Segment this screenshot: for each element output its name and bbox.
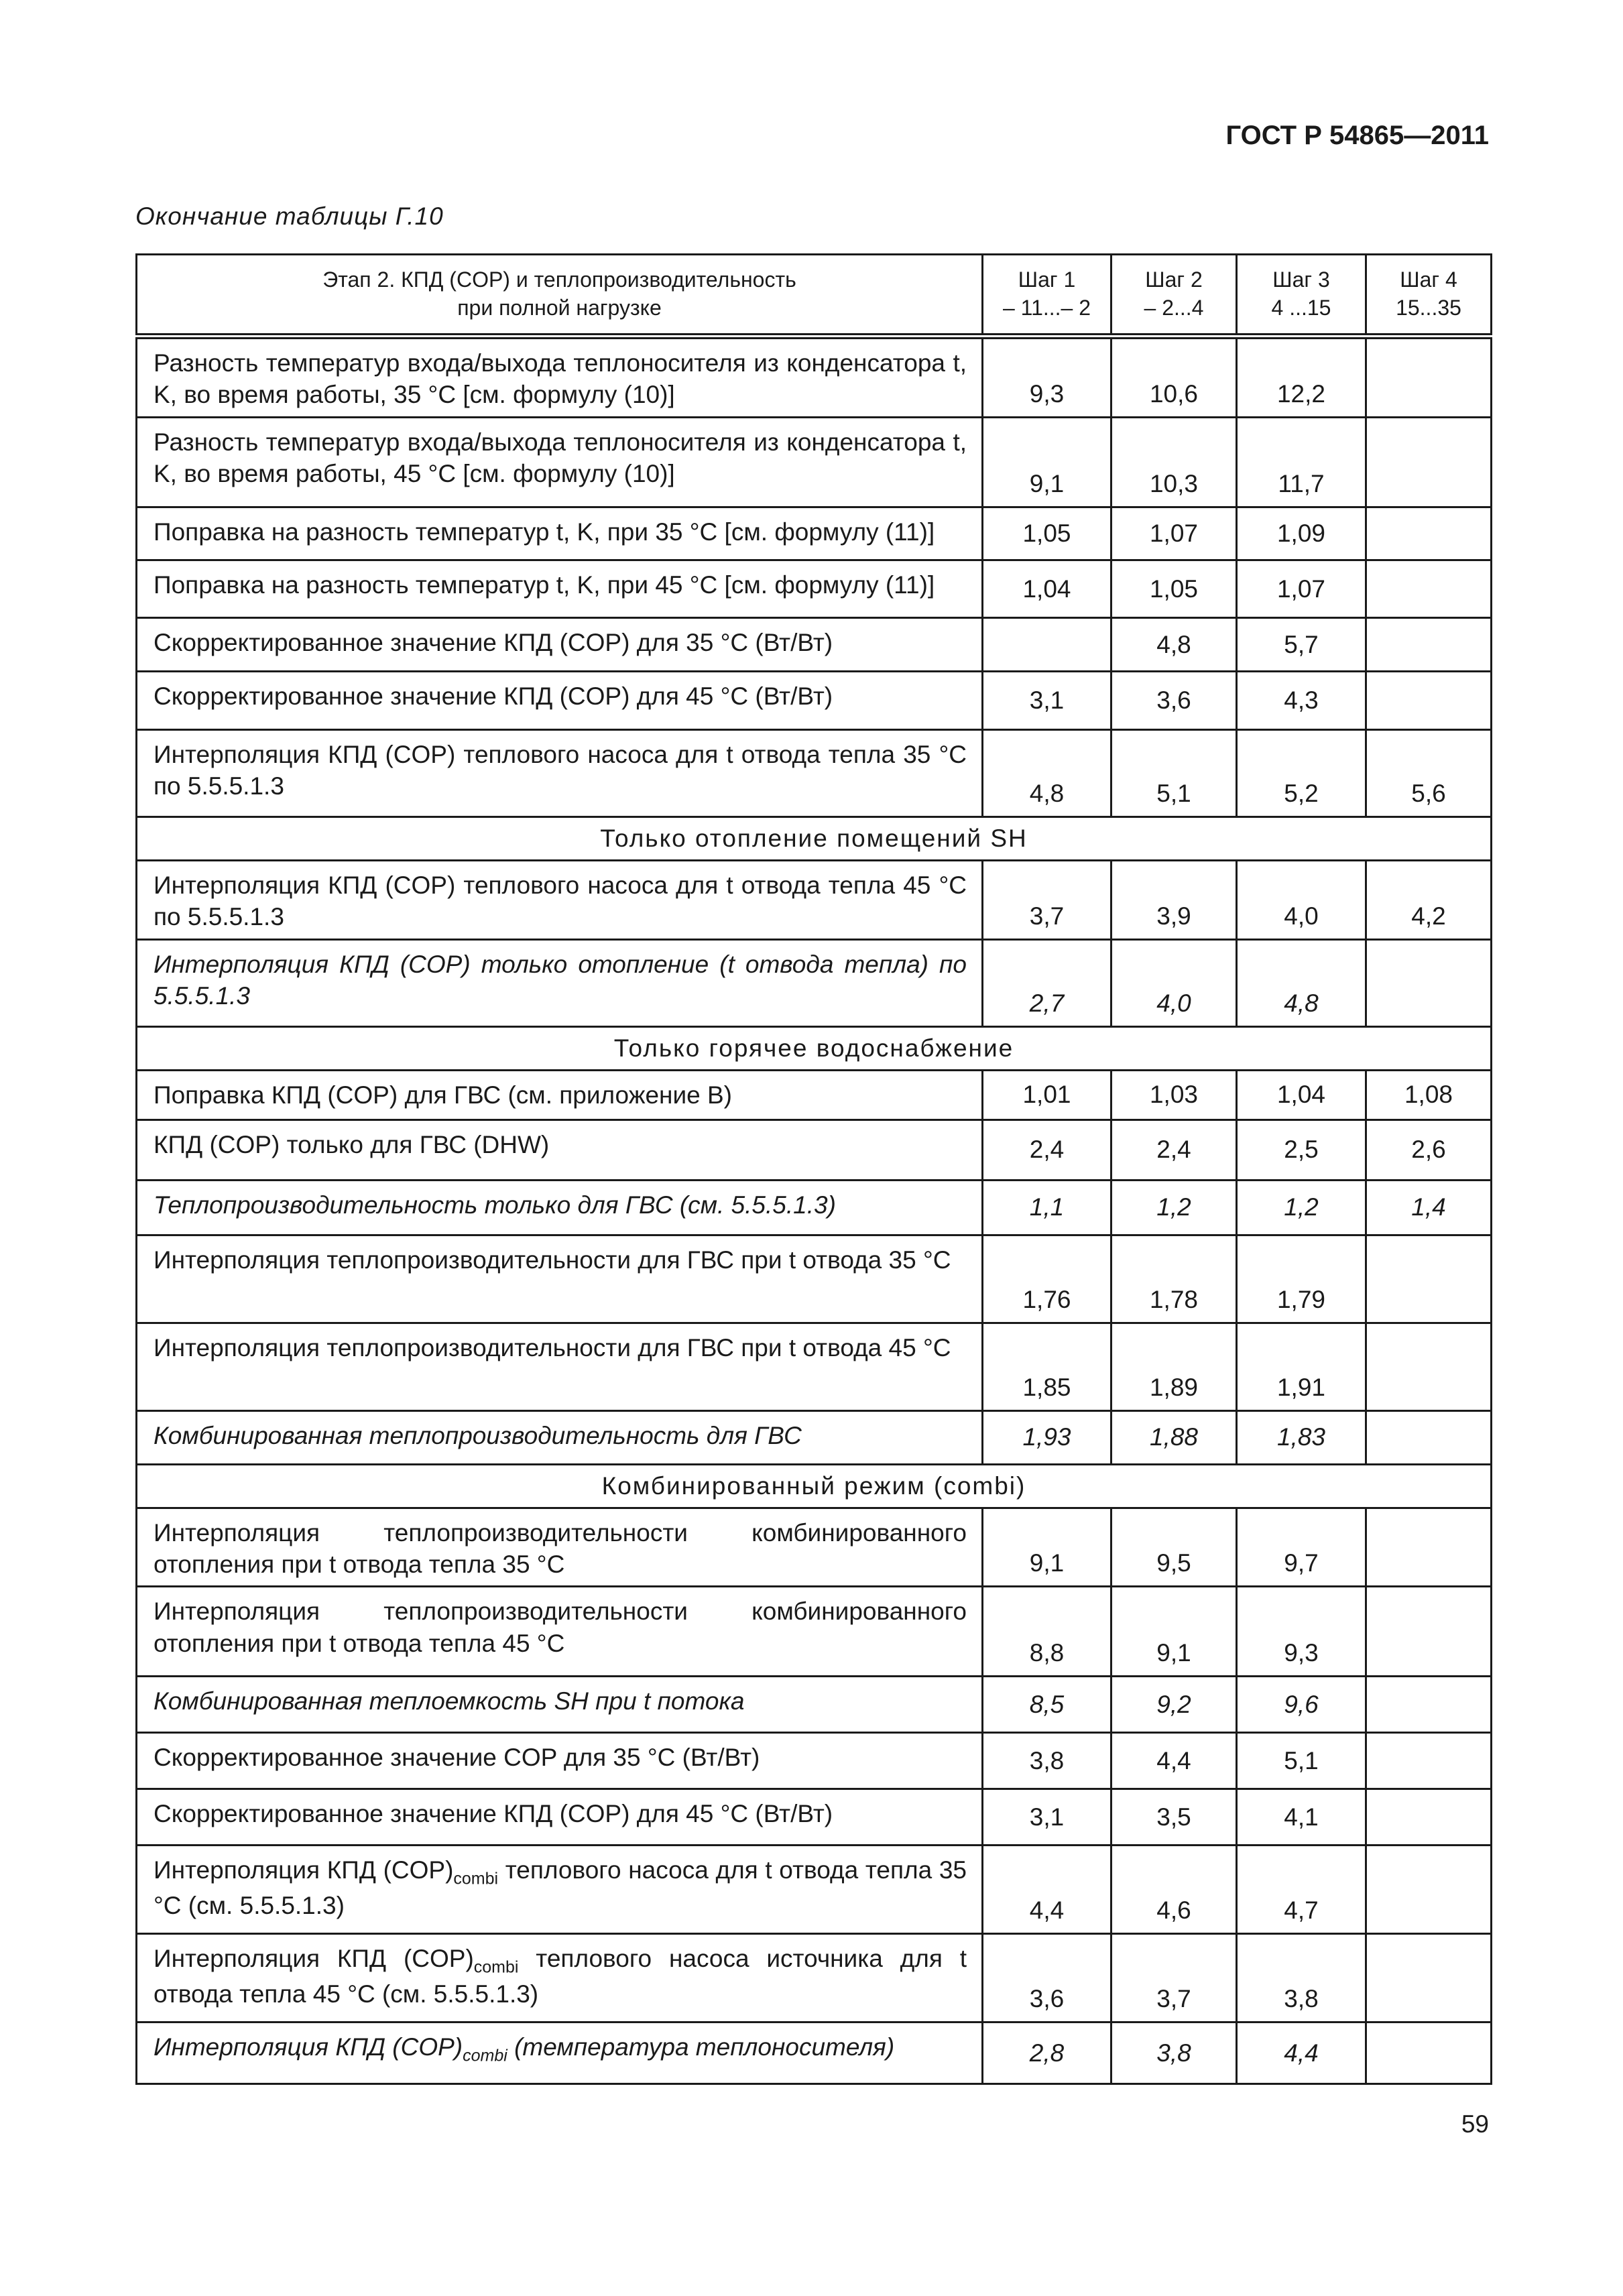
step-1-value: 2,8 — [983, 2022, 1111, 2084]
row-label: Интерполяция КПД (COP) теплового насоса для t отвода тепла 45 °С по 5.5.5.1.3 — [137, 861, 983, 940]
step-4-value — [1366, 2022, 1492, 2084]
stage-header-line1: Этап 2. КПД (COP) и теплопроизводительность — [322, 267, 796, 292]
step-4-value — [1366, 939, 1492, 1026]
step-3-value: 5,2 — [1237, 730, 1366, 817]
step-3-value: 4,3 — [1237, 672, 1366, 730]
step-3-value: 1,07 — [1237, 560, 1366, 618]
table-row — [137, 1323, 1492, 1410]
step-1-value: 1,85 — [983, 1323, 1111, 1410]
table-row — [137, 1587, 1492, 1677]
step-1-value: 8,8 — [983, 1587, 1111, 1677]
step-4-value — [1366, 507, 1492, 560]
section-row — [137, 817, 1492, 861]
step-3-value: 1,04 — [1237, 1070, 1366, 1120]
step-3-value: 4,0 — [1237, 861, 1366, 940]
step-2-value: 9,2 — [1111, 1677, 1237, 1733]
step-2-value: 3,7 — [1111, 1934, 1237, 2022]
step-2-value: 1,78 — [1111, 1235, 1237, 1323]
step-1-value: 3,1 — [983, 672, 1111, 730]
step-3-value: 12,2 — [1237, 337, 1366, 418]
row-label: Интерполяция КПД $(COP)_{combi}$ теплового насоса для t отвода тепла 35 °С (см. 5.5.5.1.3) — [137, 1846, 983, 1934]
step-2-value: 4,6 — [1111, 1846, 1237, 1934]
step-3-value: 1,09 — [1237, 507, 1366, 560]
step-3-value: 9,7 — [1237, 1508, 1366, 1587]
table-row — [137, 1120, 1492, 1180]
step-4-value — [1366, 1410, 1492, 1464]
step-1-value: 3,8 — [983, 1733, 1111, 1789]
step-2-header — [1111, 255, 1237, 337]
step-3-value: 4,7 — [1237, 1846, 1366, 1934]
table-row — [137, 2022, 1492, 2084]
row-label: Разность температур входа/выхода теплоносителя из конденсатора t, K, во время работы, 45 °С [см. формулу (10)] — [137, 418, 983, 507]
row-label: Скорректированное значение COP для 35 °С (Вт/Вт) — [137, 1733, 983, 1789]
step-1-value — [983, 618, 1111, 672]
step-2-range: – 2...4 — [1144, 296, 1204, 320]
step-4-value: 1,08 — [1366, 1070, 1492, 1120]
step-4-value — [1366, 560, 1492, 618]
step-2-value: 5,1 — [1111, 730, 1237, 817]
table-row — [137, 618, 1492, 672]
row-label: Интерполяция теплопроизводительности для ГВС при t отвода 45 °С — [137, 1323, 983, 1410]
table-row — [137, 1180, 1492, 1235]
step-3-value: 9,6 — [1237, 1677, 1366, 1733]
step-1-value: 1,04 — [983, 560, 1111, 618]
step-1-value: 1,05 — [983, 507, 1111, 560]
row-label: Скорректированное значение КПД (COP) для 45 °С (Вт/Вт) — [137, 1789, 983, 1846]
table-row — [137, 1846, 1492, 1934]
step-2-value: 4,8 — [1111, 618, 1237, 672]
section-title: Только горячее водоснабжение — [137, 1026, 1492, 1070]
step-3-value: 9,3 — [1237, 1587, 1366, 1677]
step-3-header — [1237, 255, 1366, 337]
step-2-value: 9,5 — [1111, 1508, 1237, 1587]
step-2-value: 3,5 — [1111, 1789, 1237, 1846]
step-3-value: 1,83 — [1237, 1410, 1366, 1464]
step-4-value — [1366, 1733, 1492, 1789]
step-4-value — [1366, 1934, 1492, 2022]
step-4-value — [1366, 1508, 1492, 1587]
row-label: Скорректированное значение КПД (COP) для 35 °С (Вт/Вт) — [137, 618, 983, 672]
step-3-value: 1,79 — [1237, 1235, 1366, 1323]
step-4-value: 5,6 — [1366, 730, 1492, 817]
row-label: Поправка на разность температур t, K, при 45 °С [см. формулу (11)] — [137, 560, 983, 618]
row-label: Поправка КПД (COP) для ГВС (см. приложение В) — [137, 1070, 983, 1120]
step-2-value: 3,6 — [1111, 672, 1237, 730]
step-1-value: 9,1 — [983, 1508, 1111, 1587]
step-3-value: 11,7 — [1237, 418, 1366, 507]
step-1-value: 1,1 — [983, 1180, 1111, 1235]
table-body — [137, 337, 1492, 2084]
step-3-value: 1,91 — [1237, 1323, 1366, 1410]
step-3-value: 5,7 — [1237, 618, 1366, 672]
step-3-value: 5,1 — [1237, 1733, 1366, 1789]
table-row — [137, 1235, 1492, 1323]
combi-subscript: combi — [453, 1869, 499, 1888]
table-row — [137, 1508, 1492, 1587]
step-1-value: 4,8 — [983, 730, 1111, 817]
table-row — [137, 730, 1492, 817]
step-3-value: 2,5 — [1237, 1120, 1366, 1180]
step-2-value: 1,2 — [1111, 1180, 1237, 1235]
step-1-value: 9,3 — [983, 337, 1111, 418]
table-header-row — [137, 255, 1492, 337]
stage-header — [137, 255, 983, 337]
step-1-value: 4,4 — [983, 1846, 1111, 1934]
table-row — [137, 337, 1492, 418]
table-row — [137, 1410, 1492, 1464]
step-2-title: Шаг 2 — [1145, 267, 1203, 292]
step-1-value: 1,93 — [983, 1410, 1111, 1464]
row-label: Интерполяция теплопроизводительности комбинированного отопления при t отвода тепла 35 °С — [137, 1508, 983, 1587]
section-title: Только отопление помещений SH — [137, 817, 1492, 861]
step-4-value — [1366, 1323, 1492, 1410]
step-1-value: 1,76 — [983, 1235, 1111, 1323]
step-1-value: 3,7 — [983, 861, 1111, 940]
step-2-value: 1,88 — [1111, 1410, 1237, 1464]
step-2-value: 1,07 — [1111, 507, 1237, 560]
row-label: Интерполяция КПД (COP) теплового насоса для t отвода тепла 35 °С по 5.5.5.1.3 — [137, 730, 983, 817]
row-label: Поправка на разность температур t, K, при 35 °С [см. формулу (11)] — [137, 507, 983, 560]
table-caption: Окончание таблицы Г.10 — [135, 202, 444, 230]
section-row — [137, 1026, 1492, 1070]
step-2-value: 1,03 — [1111, 1070, 1237, 1120]
step-1-value: 3,1 — [983, 1789, 1111, 1846]
table-row — [137, 1070, 1492, 1120]
step-4-value: 2,6 — [1366, 1120, 1492, 1180]
step-4-header — [1366, 255, 1492, 337]
step-2-value: 4,4 — [1111, 1733, 1237, 1789]
step-2-value: 9,1 — [1111, 1587, 1237, 1677]
step-2-value: 10,6 — [1111, 337, 1237, 418]
step-3-value: 4,8 — [1237, 939, 1366, 1026]
step-2-value: 3,8 — [1111, 2022, 1237, 2084]
step-4-value — [1366, 1587, 1492, 1677]
table-row — [137, 939, 1492, 1026]
step-1-value: 2,7 — [983, 939, 1111, 1026]
step-2-value: 3,9 — [1111, 861, 1237, 940]
step-2-value: 10,3 — [1111, 418, 1237, 507]
step-3-value: 4,1 — [1237, 1789, 1366, 1846]
step-2-value: 4,0 — [1111, 939, 1237, 1026]
step-4-value: 4,2 — [1366, 861, 1492, 940]
step-3-value: 3,8 — [1237, 1934, 1366, 2022]
step-3-range: 4 ...15 — [1271, 296, 1331, 320]
table-row — [137, 1789, 1492, 1846]
step-4-value — [1366, 337, 1492, 418]
table-row — [137, 418, 1492, 507]
combi-subscript: combi — [473, 1957, 519, 1977]
step-4-value — [1366, 1235, 1492, 1323]
step-4-range: 15...35 — [1396, 296, 1461, 320]
step-1-range: – 11...– 2 — [1002, 296, 1091, 320]
combi-subscript: combi — [463, 2046, 507, 2065]
row-label: Интерполяция КПД (COP) только отопление (t отвода тепла) по 5.5.5.1.3 — [137, 939, 983, 1026]
step-1-value: 1,01 — [983, 1070, 1111, 1120]
row-label: Интерполяция теплопроизводительности комбинированного отопления при t отвода тепла 45 °С — [137, 1587, 983, 1677]
stage-header-line2: при полной нагрузке — [457, 296, 662, 320]
row-label: Комбинированная теплопроизводительность для ГВС — [137, 1410, 983, 1464]
table-row — [137, 672, 1492, 730]
step-3-value: 1,2 — [1237, 1180, 1366, 1235]
table-row — [137, 1733, 1492, 1789]
step-4-value — [1366, 1846, 1492, 1934]
row-label: Теплопроизводительность только для ГВС (см. 5.5.5.1.3) — [137, 1180, 983, 1235]
step-3-title: Шаг 3 — [1272, 267, 1330, 292]
step-4-value — [1366, 418, 1492, 507]
row-label: Интерполяция теплопроизводительности для ГВС при t отвода 35 °С — [137, 1235, 983, 1323]
row-label: Интерполяция КПД $(COP)_{combi}$ (температура теплоносителя) — [137, 2022, 983, 2084]
row-label: Интерполяция КПД $(COP)_{combi}$ теплового насоса источника для t отвода тепла 45 °С (см. 5.5.5.1.3) — [137, 1934, 983, 2022]
table-row — [137, 1677, 1492, 1733]
results-table — [135, 253, 1492, 2085]
step-2-value: 2,4 — [1111, 1120, 1237, 1180]
step-4-title: Шаг 4 — [1400, 267, 1457, 292]
standard-code: ГОСТ Р 54865—2011 — [1225, 121, 1489, 150]
step-1-header — [983, 255, 1111, 337]
table-row — [137, 1934, 1492, 2022]
table-row — [137, 861, 1492, 940]
step-1-value: 3,6 — [983, 1934, 1111, 2022]
section-row — [137, 1464, 1492, 1508]
row-label: Комбинированная теплоемкость SH при t потока — [137, 1677, 983, 1733]
row-label: Скорректированное значение КПД (COP) для 45 °С (Вт/Вт) — [137, 672, 983, 730]
step-4-value: 1,4 — [1366, 1180, 1492, 1235]
step-4-value — [1366, 618, 1492, 672]
step-2-value: 1,05 — [1111, 560, 1237, 618]
step-4-value — [1366, 672, 1492, 730]
row-label: КПД (COP) только для ГВС (DHW) — [137, 1120, 983, 1180]
table-row — [137, 560, 1492, 618]
step-1-value: 8,5 — [983, 1677, 1111, 1733]
step-1-title: Шаг 1 — [1018, 267, 1076, 292]
row-label: Разность температур входа/выхода теплоносителя из конденсатора t, K, во время работы, 35 °С [см. формулу (10)] — [137, 337, 983, 418]
step-2-value: 1,89 — [1111, 1323, 1237, 1410]
section-title: Комбинированный режим (combi) — [137, 1464, 1492, 1508]
table-row — [137, 507, 1492, 560]
step-3-value: 4,4 — [1237, 2022, 1366, 2084]
page-number: 59 — [1461, 2110, 1489, 2138]
step-4-value — [1366, 1677, 1492, 1733]
step-1-value: 9,1 — [983, 418, 1111, 507]
step-4-value — [1366, 1789, 1492, 1846]
step-1-value: 2,4 — [983, 1120, 1111, 1180]
